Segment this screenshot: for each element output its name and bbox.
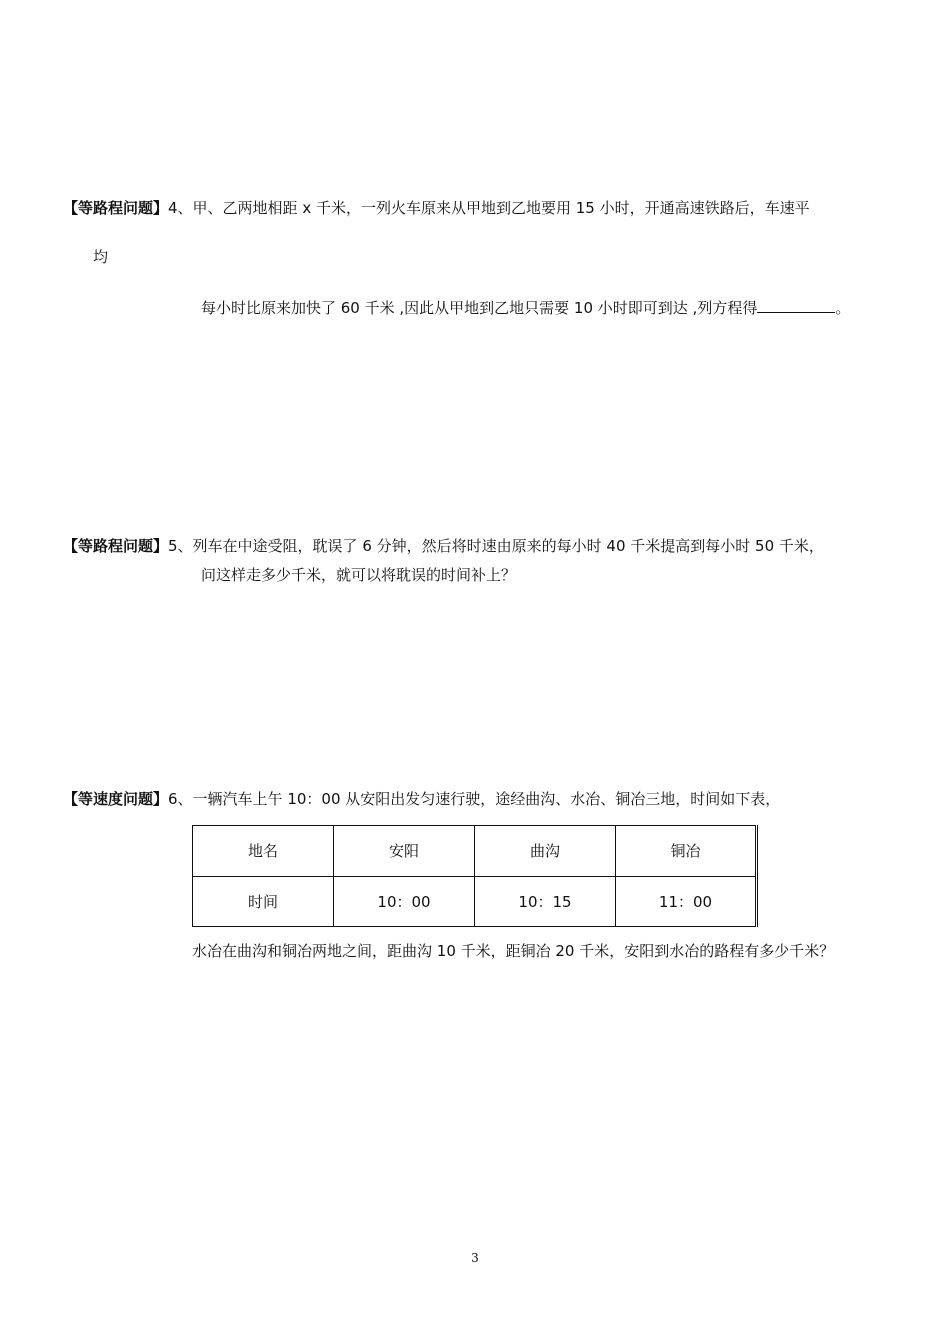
- question-6-line-2: 水冶在曲沟和铜冶两地之间，距曲沟 10 千米，距铜冶 20 千米，安阳到水冶的路程有多少千米？: [192, 942, 835, 960]
- question-5-tag: 【等路程问题】: [63, 537, 169, 555]
- table-cell: 10：00: [334, 876, 475, 927]
- page-number: 3: [471, 1251, 479, 1265]
- table-cell: 铜冶: [616, 826, 757, 877]
- question-5-text-1: 5、列车在中途受阻，耽误了 6 分钟，然后将时速由原来的每小时 40 千米提高到每小时 50 千米，: [168, 537, 824, 555]
- table-cell: 10：15: [475, 876, 616, 927]
- time-table: [192, 825, 758, 927]
- table-cell: 安阳: [334, 826, 475, 877]
- table-cell: 时间: [193, 876, 334, 927]
- question-5-line-1: [63, 536, 824, 556]
- table-cell: 曲沟: [475, 826, 616, 877]
- question-4-text-1: 4、甲、乙两地相距 x 千米，一列火车原来从甲地到乙地要用 15 小时，开通高速铁路后，车速平: [168, 199, 810, 217]
- question-4-line-3: [201, 297, 850, 318]
- table-cell: 地名: [193, 826, 334, 877]
- table-row: [193, 826, 757, 877]
- question-6-text-1: 6、一辆汽车上午 10：00 从安阳出发匀速行驶，途经曲沟、水冶、铜冶三地，时间如下表，: [168, 790, 781, 808]
- question-6-line-1: [63, 789, 780, 809]
- question-4-text-3: 每小时比原来加快了 60 千米 ,因此从甲地到乙地只需要 10 小时即可到达 ,列方程得: [201, 299, 758, 317]
- question-4-tag: 【等路程问题】: [63, 199, 169, 217]
- question-5-line-2: 问这样走多少千米，就可以将耽误的时间补上？: [201, 566, 517, 584]
- question-4-period: 。: [835, 299, 851, 317]
- question-4-line-1: [63, 198, 810, 218]
- table-cell: 11：00: [616, 876, 757, 927]
- question-4-line-2: 均: [93, 248, 109, 266]
- table-row: [193, 876, 757, 927]
- question-6-tag: 【等速度问题】: [63, 790, 169, 808]
- answer-blank[interactable]: [757, 297, 835, 313]
